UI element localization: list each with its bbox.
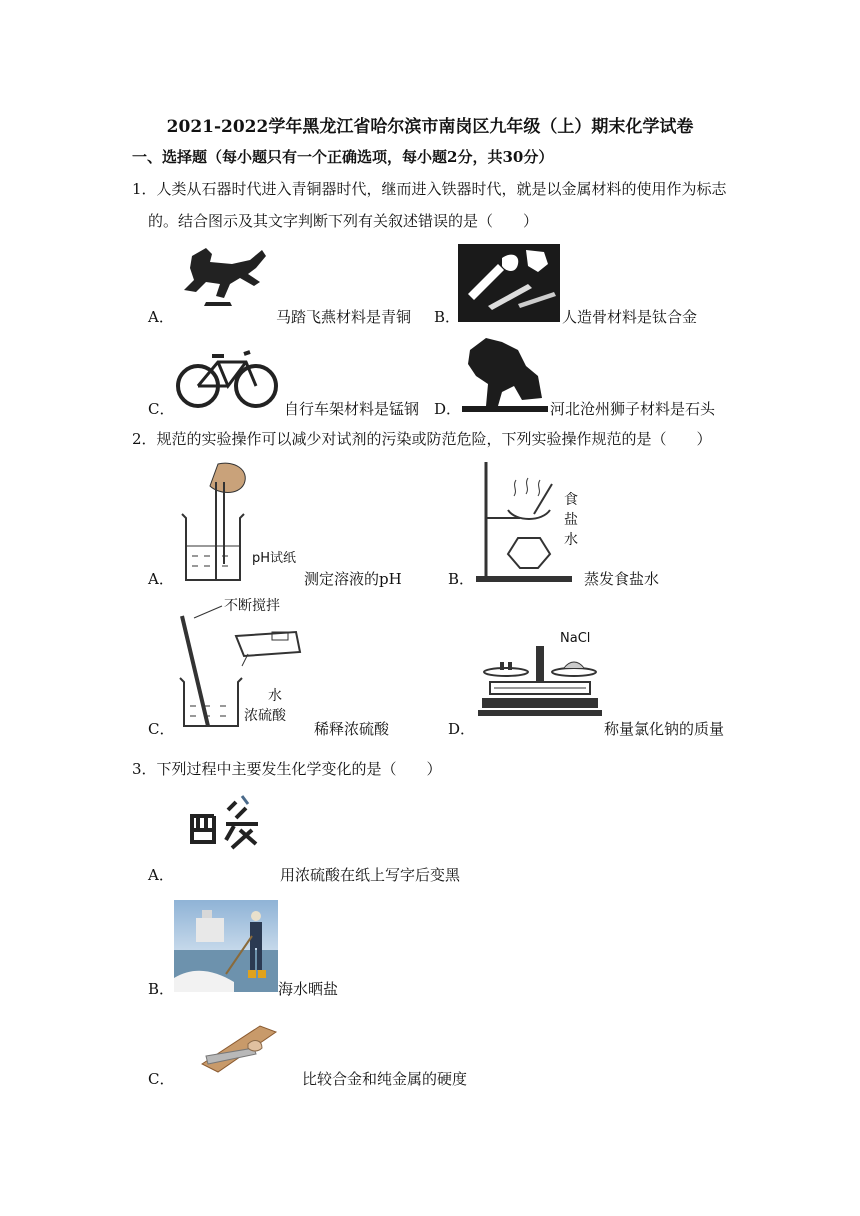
q2-option-a-letter: A． xyxy=(148,570,174,588)
q3-option-c-letter: C． xyxy=(148,1070,175,1088)
q2-option-a-text: 测定溶液的pH xyxy=(304,570,402,588)
question-1-stem-line1: 1．人类从石器时代进入青铜器时代，继而进入铁器时代，就是以金属材料的使用作为标志 xyxy=(132,180,727,198)
page-title: 2021-2022学年黑龙江省哈尔滨市南岗区九年级（上）期末化学试卷 xyxy=(166,117,694,137)
q1-option-c-letter: C． xyxy=(148,400,175,418)
bicycle-image xyxy=(174,346,280,410)
ph-test-beaker-image xyxy=(178,460,300,584)
stir-label: 不断搅拌 xyxy=(224,598,280,614)
evaporation-setup-image xyxy=(472,458,588,586)
q3-option-b-letter: B． xyxy=(148,980,175,998)
balance-scale-image xyxy=(478,626,602,736)
q2-option-c-text: 稀释浓硫酸 xyxy=(314,720,390,738)
artificial-bone-image xyxy=(458,244,560,322)
q3-option-c-text: 比较合金和纯金属的硬度 xyxy=(302,1070,468,1088)
nacl-label: NaCl xyxy=(560,631,591,646)
q1-option-b-text: 人造骨材料是钛合金 xyxy=(562,308,698,326)
question-2-stem: 2．规范的实验操作可以减少对试剂的污染或防范危险，下列实验操作规范的是（ ） xyxy=(132,430,712,448)
stone-lion-image xyxy=(462,336,548,412)
question-3-stem: 3．下列过程中主要发生化学变化的是（ ） xyxy=(132,760,442,778)
salt-water-char-3: 水 xyxy=(564,532,578,548)
galloping-horse-image xyxy=(172,244,272,306)
q1-option-b-letter: B． xyxy=(434,308,461,326)
section-heading: 一、选择题（每小题只有一个正确选项，每小题2分，共30分） xyxy=(132,148,554,166)
salt-water-char-1: 食 xyxy=(564,492,578,508)
scratch-test-image xyxy=(196,1018,284,1078)
q1-option-d-letter: D． xyxy=(434,400,462,418)
water-label: 水 xyxy=(268,688,282,704)
q3-option-a-letter: A． xyxy=(148,866,174,884)
q1-option-a-letter: A． xyxy=(148,308,174,326)
q2-option-d-letter: D． xyxy=(448,720,476,738)
dilute-acid-image xyxy=(176,596,310,734)
q2-option-b-letter: B． xyxy=(448,570,475,588)
salt-water-char-2: 盐 xyxy=(564,512,578,528)
q3-option-a-text: 用浓硫酸在纸上写字后变黑 xyxy=(280,866,461,884)
q1-option-c-text: 自行车架材料是锰钢 xyxy=(284,400,420,418)
q3-option-b-text: 海水晒盐 xyxy=(278,980,339,998)
sulfuric-acid-label: 浓硫酸 xyxy=(244,708,286,724)
question-1-stem-line2: 的。结合图示及其文字判断下列有关叙述错误的是（ ） xyxy=(148,212,539,230)
q2-option-b-text: 蒸发食盐水 xyxy=(584,570,660,588)
sea-salt-photo xyxy=(174,900,278,992)
q2-option-d-text: 称量氯化钠的质量 xyxy=(604,720,725,738)
q1-option-a-text: 马踏飞燕材料是青铜 xyxy=(276,308,412,326)
charred-writing-image xyxy=(182,794,264,854)
ph-paper-label: pH试纸 xyxy=(252,551,297,566)
q2-option-c-letter: C． xyxy=(148,720,175,738)
q1-option-d-text: 河北沧州狮子材料是石头 xyxy=(550,400,716,418)
